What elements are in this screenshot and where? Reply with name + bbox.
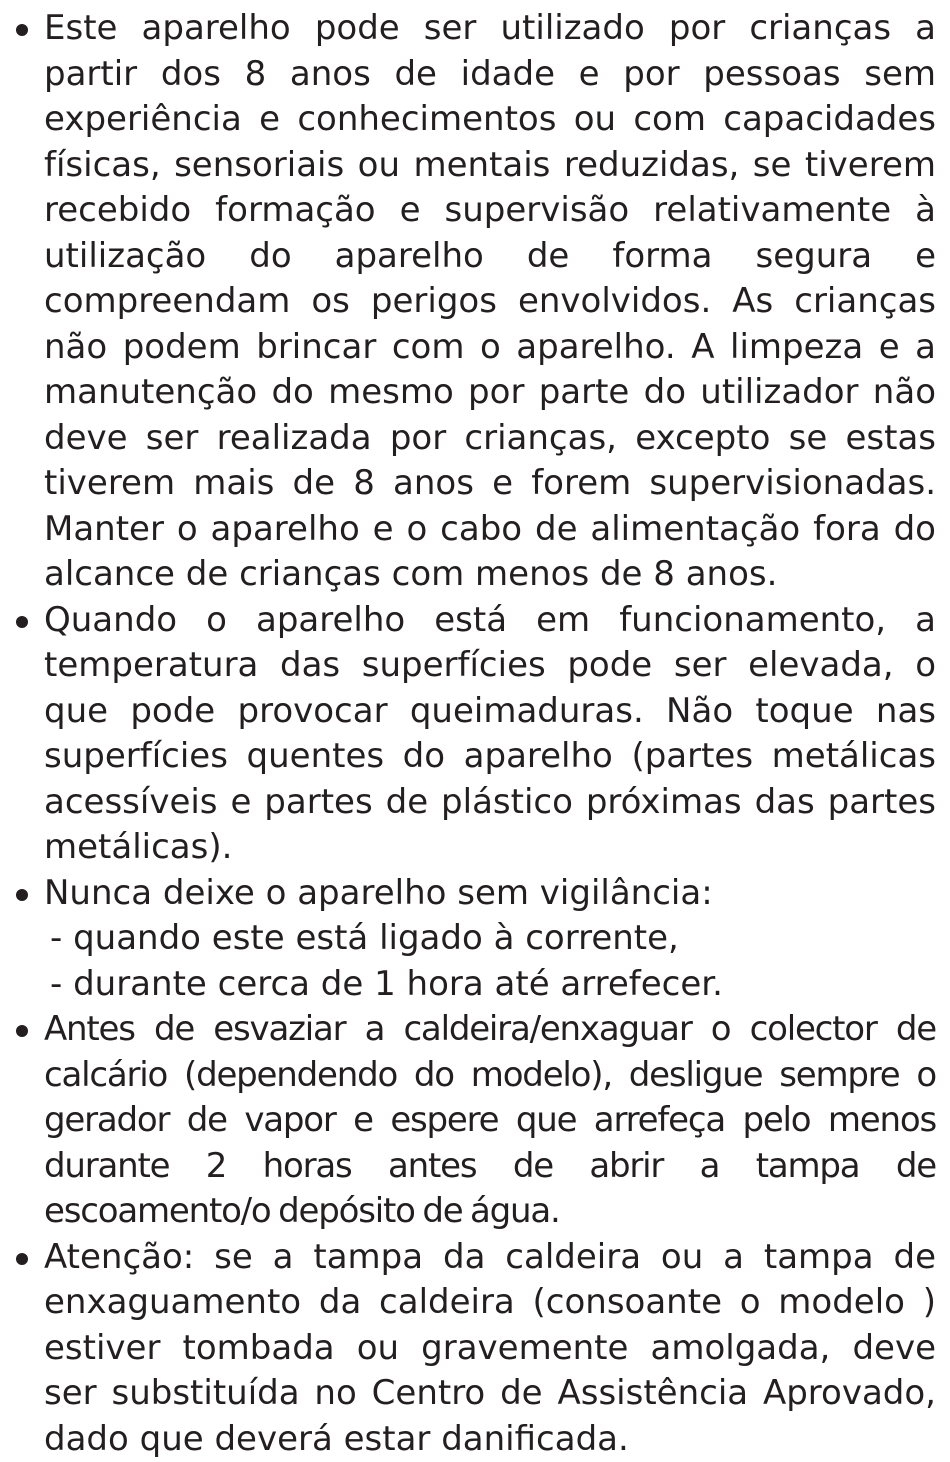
item-text: Antes de esvaziar a caldeira/enxaguar o colector de calcário (dependendo do modelo), desligue sempre o gerador de vapor e espere que arrefeça pelo menos durante 2 horas antes de abrir a tampa de escoamento/o depósito de água. (44, 1009, 936, 1231)
list-item (0, 598, 950, 871)
list-item (0, 1007, 950, 1235)
sub-item: - quando este está ligado à corrente, (44, 916, 936, 962)
bullet-icon (16, 1025, 28, 1037)
item-text: Atenção: se a tampa da caldeira ou a tampa de enxaguamento da caldeira (consoante o modelo ) estiver tombada ou gravemente amolgada, deve ser substituída no Centro de Assistência Aprovado, dado que deverá estar danificada. (44, 1237, 936, 1459)
item-text: Nunca deixe o aparelho sem vigilância: (44, 873, 713, 913)
sub-item: - durante cerca de 1 hora até arrefecer. (44, 962, 936, 1008)
list-item (0, 871, 950, 1008)
bullet-icon (16, 616, 28, 628)
safety-instructions (0, 6, 950, 1462)
item-text: Este aparelho pode ser utilizado por crianças a partir dos 8 anos de idade e por pessoas sem experiência e conhecimentos ou com capacidades físicas, sensoriais ou mentais reduzidas, se tiverem recebido formação e supervisão relativamente à utilização do aparelho de forma segura e compreendam os perigos envolvidos. As crianças não podem brincar com o aparelho. A limpeza e a manutenção do mesmo por parte do utilizador não deve ser realizada por crianças, excepto se estas tiverem mais de 8 anos e forem supervisionadas. Manter o aparelho e o cabo de alimentação fora do alcance de crianças com menos de 8 anos. (44, 8, 936, 594)
bullet-icon (16, 1253, 28, 1265)
bullet-icon (16, 24, 28, 36)
bullet-icon (16, 889, 28, 901)
list-item (0, 1235, 950, 1462)
list-item (0, 6, 950, 598)
item-text: Quando o aparelho está em funcionamento, a temperatura das superfícies pode ser elevada, o que pode provocar queimaduras. Não toque nas superfícies quentes do aparelho (partes metálicas acessíveis e partes de plástico próximas das partes metálicas). (44, 600, 936, 868)
